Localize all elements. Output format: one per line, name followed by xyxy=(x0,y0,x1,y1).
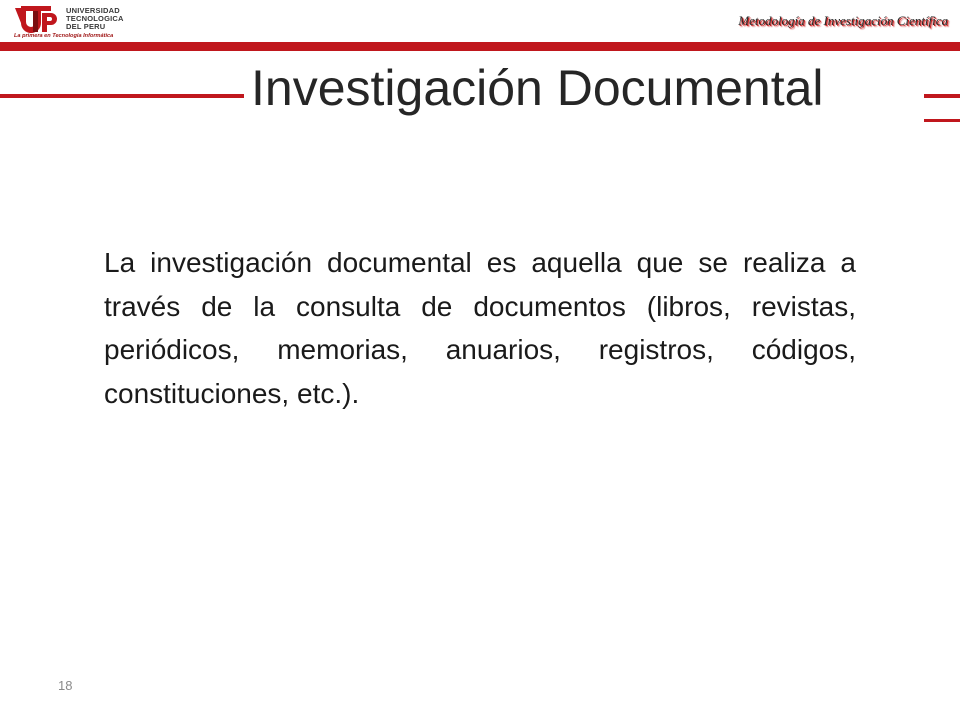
slide-title: Investigación Documental xyxy=(251,60,824,116)
slide-body-text: La investigación documental es aquella que se realiza a través de la consulta de documentos (libros, revistas, periódicos, memorias, anuarios, registros, códigos, constituciones, etc.). xyxy=(104,247,856,409)
utp-emblem-icon xyxy=(12,4,64,34)
page-number: 18 xyxy=(58,678,73,693)
header-accent-bar xyxy=(0,42,960,51)
logo-line-2: TECNOLOGICA xyxy=(66,14,124,23)
course-title: Metodología de Investigación Científica xyxy=(738,13,948,28)
logo-line-1: UNIVERSIDAD xyxy=(66,6,120,15)
logo-text xyxy=(66,7,156,31)
university-logo xyxy=(12,4,152,40)
logo-line-3: DEL PERU xyxy=(66,22,106,31)
logo-tagline: La primera en Tecnología Informática xyxy=(14,33,114,39)
